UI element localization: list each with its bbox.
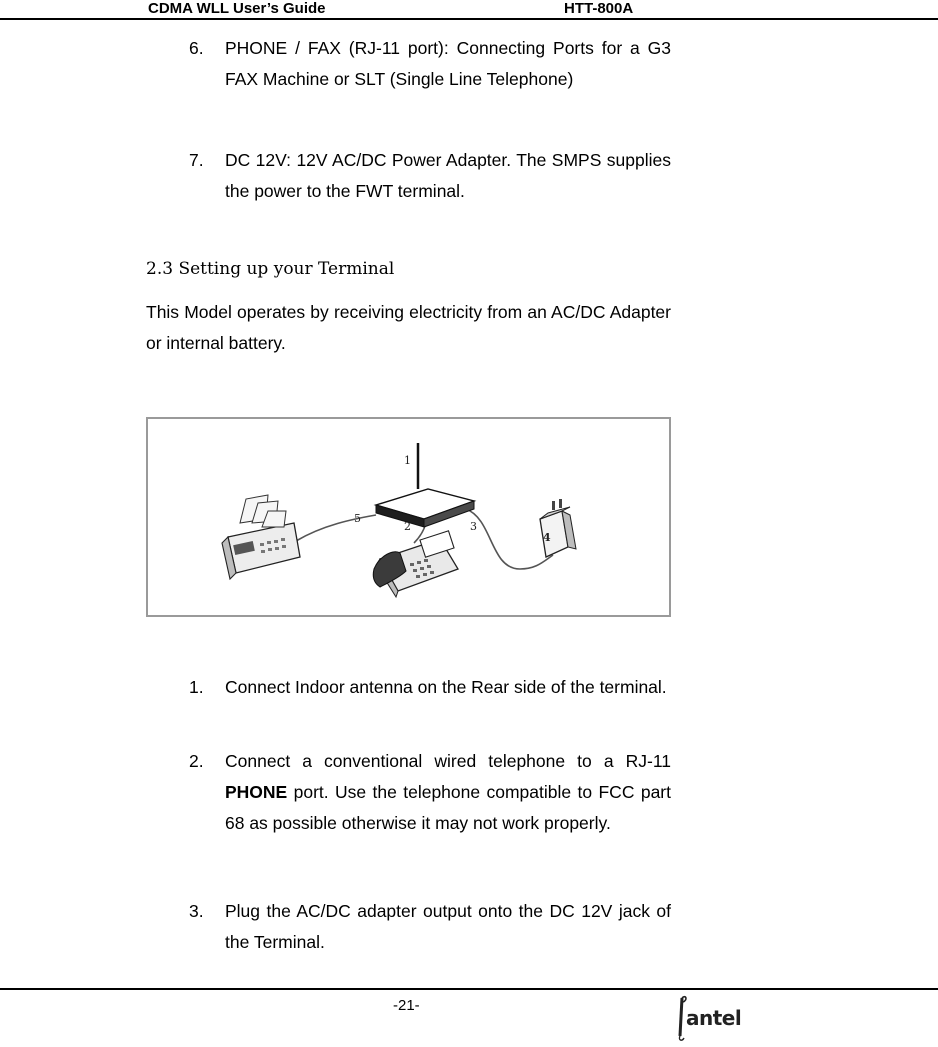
callout-2: 2 [404, 520, 411, 533]
callout-5: 5 [354, 512, 361, 525]
list-item-text: Plug the AC/DC adapter output onto the DC 12V jack of the Terminal. [225, 901, 671, 952]
list-item-number: 6. [189, 38, 204, 58]
fax-machine-icon [222, 495, 300, 579]
list-item [189, 896, 671, 958]
callout-1: 1 [404, 454, 411, 467]
power-adapter-icon [540, 499, 576, 557]
power-cable [466, 509, 553, 569]
page-header [0, 0, 938, 20]
list-item [189, 672, 671, 703]
list-item [189, 145, 671, 207]
header-guide-title: CDMA WLL User’s Guide [148, 0, 326, 17]
page-number: -21- [393, 997, 420, 1014]
callout-4: 4 [543, 531, 551, 544]
list-item-number: 1. [189, 677, 204, 697]
list-item-text: Connect Indoor antenna on the Rear side of the terminal. [225, 677, 667, 697]
header-rule [0, 18, 938, 20]
terminal-icon [376, 443, 474, 527]
list-item-text [225, 746, 671, 839]
header-model: HTT-800A [564, 0, 634, 17]
fax-cable [296, 515, 376, 541]
phone-port-label: PHONE [225, 782, 288, 802]
list-item-number: 2. [189, 751, 204, 771]
callout-3: 3 [470, 520, 477, 533]
list-item-number: 7. [189, 150, 204, 170]
setup-diagram [146, 417, 671, 617]
step-text-pre: Connect a conventional wired telephone to a RJ-11 [225, 751, 671, 771]
setup-diagram-svg [148, 419, 669, 615]
hantel-logo [676, 992, 766, 1042]
list-item-text: PHONE / FAX (RJ-11 port): Connecting Ports for a G3 FAX Machine or SLT (Single Line Telephone) [225, 38, 671, 89]
step-text-post: port. Use the telephone compatible to FCC part 68 as possible otherwise it may not work properly. [225, 782, 671, 833]
list-item-text: DC 12V: 12V AC/DC Power Adapter. The SMPS supplies the power to the FWT terminal. [225, 150, 671, 201]
list-item [189, 746, 671, 839]
list-item [189, 33, 671, 95]
section-heading: 2.3 Setting up your Terminal [146, 259, 395, 279]
footer-rule [0, 988, 938, 990]
svg-text:antel: antel [686, 1006, 742, 1030]
list-item-number: 3. [189, 901, 204, 921]
section-paragraph: This Model operates by receiving electricity from an AC/DC Adapter or internal battery. [146, 302, 671, 353]
